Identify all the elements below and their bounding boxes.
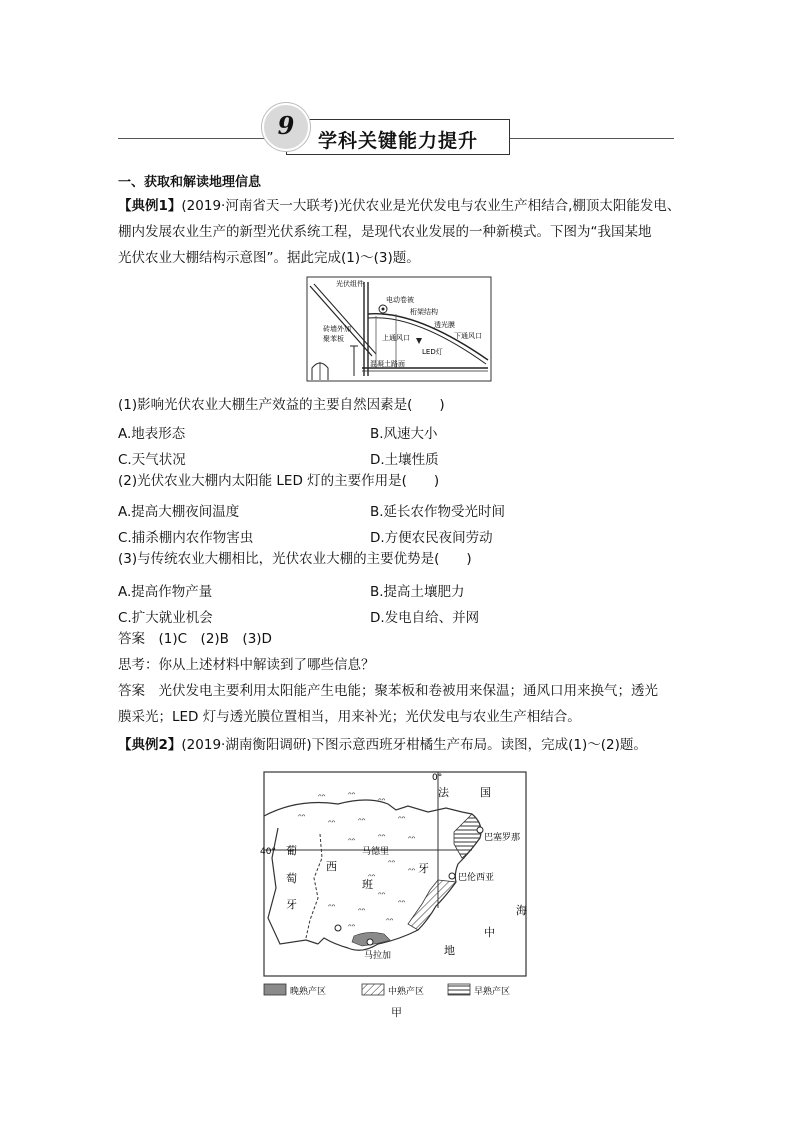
svg-text:ᴖᴖ: ᴖᴖ [348,923,356,930]
question-2-stem: (2)光伏农业大棚内太阳能 LED 灯的主要作用是( ) [118,473,440,489]
question-3-option-a[interactable]: A.提高作物产量 [118,584,213,600]
example1-line-1 [118,193,680,219]
think-answer-line-1 [118,678,658,704]
label-film: 透光膜 [434,321,455,329]
chapter-badge [262,103,310,151]
answer-line [118,626,272,652]
question-2-option-b[interactable]: B.延长农作物受光时间 [370,504,506,520]
question-2-option-a[interactable]: A.提高大棚夜间温度 [118,504,240,520]
svg-text:ᴖᴖ: ᴖᴖ [358,817,366,824]
svg-text:ᴖᴖ: ᴖᴖ [408,867,416,874]
svg-text:ᴖᴖ: ᴖᴖ [398,815,406,822]
label-vent-lower: 下通风口 [454,332,482,340]
map-label-madrid: 马德里 [362,847,390,857]
svg-text:ᴖᴖ: ᴖᴖ [378,797,386,804]
think-answer-text-1: 光伏发电主要利用太阳能产生电能；聚苯板和卷被用来保温；通风口用来换气；透光 [158,683,658,699]
map-label-barcelona: 巴塞罗那 [484,833,521,843]
legend-mid: 中熟产区 [388,987,425,997]
label-wall-1: 砖墙外加 [323,325,351,333]
svg-text:ᴖᴖ: ᴖᴖ [348,837,356,844]
svg-text:ᴖᴖ: ᴖᴖ [398,899,406,906]
question-3-stem: (3)与传统农业大棚相比，光伏农业大棚的主要优势是( ) [118,551,472,567]
example1-text-1: (2019·河南省天一大联考)光伏农业是光伏发电与农业生产相结合,棚顶太阳能发电、 [181,198,681,214]
svg-text:ᴖᴖ: ᴖᴖ [358,907,366,914]
section-title: 一、获取和解读地理信息 [118,175,262,190]
question-1-option-d[interactable]: D.土壤性质 [370,452,439,468]
map-label-spain-1: 西 [326,860,337,873]
map-label-spain-3: 牙 [418,862,429,875]
think-question: 思考：你从上述材料中解读到了哪些信息？ [118,657,375,673]
label-pv: 光伏组件 [336,280,364,288]
label-vent-upper: 上通风口 [382,334,410,342]
svg-text:ᴖᴖ: ᴖᴖ [328,903,336,910]
svg-text:ᴖᴖ: ᴖᴖ [318,793,326,800]
think-answer-line-2: 膜采光；LED 灯与透光膜位置相当，用来补光；光伏发电与农业生产相结合。 [118,709,581,725]
greenhouse-diagram [306,276,492,382]
svg-text:ᴖᴖ: ᴖᴖ [408,835,416,842]
svg-text:ᴖᴖ: ᴖᴖ [368,873,376,880]
label-road: 混凝土路面 [370,360,405,368]
svg-text:ᴖᴖ: ᴖᴖ [378,833,386,840]
svg-text:ᴖᴖ: ᴖᴖ [328,819,336,826]
map-label-france-1: 法 [438,786,449,799]
map-label-valencia: 巴伦西亚 [458,873,495,883]
legend-early: 早熟产区 [474,987,511,997]
svg-text:ᴖᴖ: ᴖᴖ [386,917,394,924]
example1-line-2: 棚内发展农业生产的新型光伏系统工程，是现代农业发展的一种新模式。下图为“我国某地 [118,224,652,240]
question-2-option-d[interactable]: D.方便农民夜间劳动 [370,530,493,546]
map-label-portugal-3: 牙 [286,898,297,911]
question-1-option-c[interactable]: C.天气状况 [118,452,186,468]
map-label-sea-3: 地 [444,944,455,957]
question-3-option-d[interactable]: D.发电自给、并网 [370,610,480,626]
spain-citrus-map [258,768,532,1000]
page-title: 学科关键能力提升 [318,130,479,152]
question-3-option-b[interactable]: B.提高土壤肥力 [370,584,465,600]
map-label-portugal-1: 葡 [286,844,297,857]
svg-text:ᴖᴖ: ᴖᴖ [348,791,356,798]
answer-label: 答案 [118,631,145,647]
map-label-malaga: 马拉加 [364,951,392,961]
answer-text: (1)C (2)B (3)D [158,631,272,647]
svg-text:ᴖᴖ: ᴖᴖ [388,859,396,866]
question-3-option-c[interactable]: C.扩大就业机会 [118,610,213,626]
label-led: LED灯 [422,348,443,356]
question-1-option-a[interactable]: A.地表形态 [118,426,186,442]
label-truss: 桁架结构 [410,308,438,316]
think-answer-label: 答案 [118,683,145,699]
chapter-number: 9 [277,111,295,140]
label-roll: 电动卷被 [386,296,414,304]
label-wall-2: 聚苯板 [323,335,344,343]
question-2-option-c[interactable]: C.捕杀棚内农作物害虫 [118,530,254,546]
map-label-portugal-2: 萄 [286,872,297,885]
example2-tag: 【典例2】 [118,737,182,753]
example1-line-3: 光伏农业大棚结构示意图”。据此完成(1)～(3)题。 [118,250,420,266]
question-1-option-b[interactable]: B.风速大小 [370,426,438,442]
map-label-lon: 0° [432,773,443,783]
map-caption: 甲 [391,1006,402,1019]
question-1-stem: (1)影响光伏农业大棚生产效益的主要自然因素是( ) [118,397,445,413]
svg-text:ᴖᴖ: ᴖᴖ [298,813,306,820]
map-label-lat: 40° [260,847,276,857]
legend-late: 晚熟产区 [290,987,327,997]
example2-text: (2019·湖南衡阳调研)下图示意西班牙柑橘生产布局。读图，完成(1)～(2)题。 [181,737,647,753]
map-label-spain-2: 班 [362,878,373,891]
map-label-sea-2: 中 [484,926,495,939]
example1-tag: 【典例1】 [118,198,182,214]
svg-text:ᴖᴖ: ᴖᴖ [378,891,386,898]
example2-line [118,732,647,758]
map-label-france-2: 国 [480,786,491,799]
map-label-sea-1: 海 [516,904,527,917]
